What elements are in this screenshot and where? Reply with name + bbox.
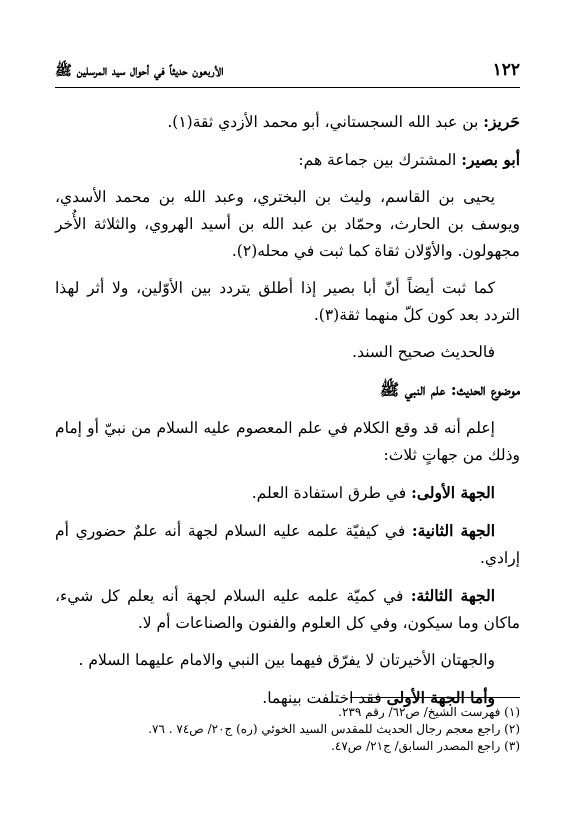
paragraph-text: بن عبد الله السجستاني، أبو محمد الأزدي ثقة(١).: [167, 113, 484, 131]
paragraph-aspect-2: [55, 517, 520, 572]
paragraph-narrators: يحيى بن القاسم، وليث بن البختري، وعبد الله بن محمد الأسدي، ويوسف بن الحارث، وحمّاد بن عبد الله بن أسيد الهروي، والثلاثة الأُخر مجهولون. والأوّلان ثقاة كما ثبت في محله(٢).: [55, 188, 520, 260]
footnote-3: (٣) راجع المصدر السابق/ ج٢١/ ص٤٧.: [331, 739, 520, 753]
paragraph-conclusion: فالحديث صحيح السند.: [352, 343, 495, 361]
main-text: [55, 108, 520, 722]
footnote-2: (٢) راجع معجم رجال الحديث للمقدس السيد الخوئي (ره) ج٢٠/ ص٧٤ . ٧٦.: [148, 722, 520, 736]
paragraph-ambiguity: كما ثبت أيضاً أنّ أبا بصير إذا أطلق يتردد بين الأوّلين، ولا أثر لهذا التردد بعد كون كلّ منهما ثقة(٣).: [55, 279, 520, 324]
page-header: [55, 60, 520, 86]
term-label: أبو بصير:: [461, 150, 520, 169]
paragraph-intro: إعلم أنه قد وقع الكلام في علم المعصوم عليه السلام من نبيّ أو إمام وذلك من جهاتٍ ثلاث:: [55, 419, 520, 464]
paragraph-hariz: [55, 108, 520, 136]
page-number: ١٢٢: [492, 60, 520, 80]
paragraph-abu-basir: [55, 146, 520, 174]
header-rule: [55, 87, 520, 88]
footnote-1: (١) فهرست الشيخ/ ص٦٢/ رقم ٢٣٩.: [338, 705, 520, 719]
paragraph-text: في كميّة علمه عليه السلام لجهة أنه يعلم كل شيء، ماكان وما سيكون، وفي كل العلوم والفنون والصناعات أم لا.: [55, 587, 520, 632]
running-title: الأربعون حديثاً في أحوال سيد المرسلين ﷺ: [55, 63, 224, 79]
paragraph-text: في طرق استفادة العلم.: [251, 484, 412, 502]
paragraph-aspects-note: والجهتان الأخيرتان لا يفرّق فيهما بين النبي والامام عليهما السلام .: [78, 651, 495, 669]
aspect-label: الجهة الثالثة:: [410, 586, 496, 605]
term-label: حَريز:: [483, 112, 520, 131]
section-heading: موضوع الحديث: علم النبي ﷺ: [379, 380, 520, 399]
footnote-rule: [350, 697, 520, 698]
paragraph-text: المشترك بين جماعة هم:: [298, 151, 462, 169]
aspect-label: وأما الجهة الأولى: [386, 688, 495, 707]
aspect-label: الجهة الثانية:: [411, 521, 495, 540]
footnotes: [55, 704, 520, 755]
paragraph-aspect-3: [55, 582, 520, 637]
paragraph-aspect-1: [55, 479, 520, 507]
paragraph-text: في كيفيّة علمه عليه السلام لجهة أنه علمٌ حضوري أم إرادي.: [55, 522, 520, 567]
paragraph-text: فقد اختلفت بينهما.: [262, 689, 387, 707]
aspect-label: الجهة الأولى:: [411, 483, 495, 502]
